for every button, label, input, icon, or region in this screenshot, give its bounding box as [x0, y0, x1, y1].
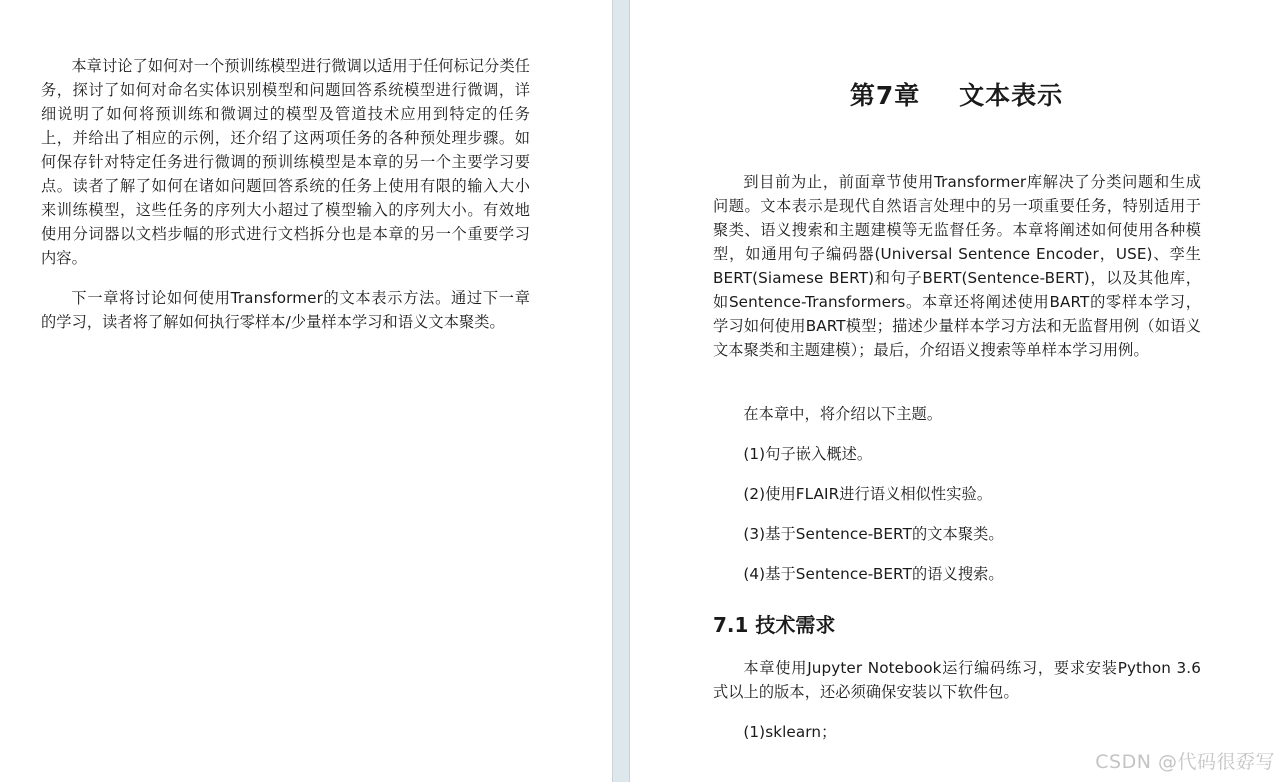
- topics-intro: 在本章中，将介绍以下主题。: [743, 405, 943, 423]
- topic-item: (3)基于Sentence-BERT的文本聚类。: [743, 525, 1004, 543]
- page-gutter: [612, 0, 630, 782]
- topic-item: (1)句子嵌入概述。: [743, 445, 873, 463]
- topic-item: (4)基于Sentence-BERT的语义搜索。: [743, 565, 1004, 583]
- summary-paragraph: 本章讨论了如何对一个预训练模型进行微调以适用于任何标记分类任务，探讨了如何对命名实体识别模型和问题回答系统模型进行微调，详细说明了如何将预训练和微调过的模型及管道技术应用到特定的任务上，并给出了相应的示例，还介绍了这两项任务的各种预处理步骤。如何保存针对特定任务进行微调的预训练模型是本章的另一个主要学习要点。读者了解了如何在诸如问题回答系统的任务上使用有限的输入大小来训练模型，这些任务的序列大小超过了模型输入的序列大小。有效地使用分词器以文档步幅的形式进行文档拆分也是本章的另一个重要学习内容。: [41, 57, 531, 267]
- section-title: 7.1 技术需求: [713, 613, 836, 637]
- topic-item: (2)使用FLAIR进行语义相似性实验。: [743, 485, 993, 503]
- chapter-title: 第7章 文本表示: [849, 81, 1064, 110]
- next-chapter-paragraph: 下一章将讨论如何使用Transformer的文本表示方法。通过下一章的学习，读者将了解如何执行零样本/少量样本学习和语义文本聚类。: [41, 289, 530, 331]
- watermark: CSDN @代码很孬写: [1095, 751, 1275, 773]
- section-body: 本章使用Jupyter Notebook运行编码练习，要求安装Python 3.6式以上的版本，还必须确保安装以下软件包。: [713, 659, 1201, 701]
- left-page: [0, 0, 612, 782]
- right-page: [630, 0, 1281, 782]
- intro-paragraph: 到目前为止，前面章节使用Transformer库解决了分类问题和生成问题。文本表示是现代自然语言处理中的另一项重要任务，特别适用于聚类、语义搜索和主题建模等无监督任务。本章将阐述如何使用各种模型，如通用句子编码器(Universal Sentence Encoder，USE)、孪生BERT(Siamese BERT)和句子BERT(Sentence-BERT)，以及其他库，如Sentence-Transformers。本章还将阐述使用BART的零样本学习，学习如何使用BART模型；描述少量样本学习方法和无监督用例（如语义文本聚类和主题建模）；最后，介绍语义搜索等单样本学习用例。: [713, 173, 1201, 359]
- package-item: (1)sklearn；: [743, 723, 837, 741]
